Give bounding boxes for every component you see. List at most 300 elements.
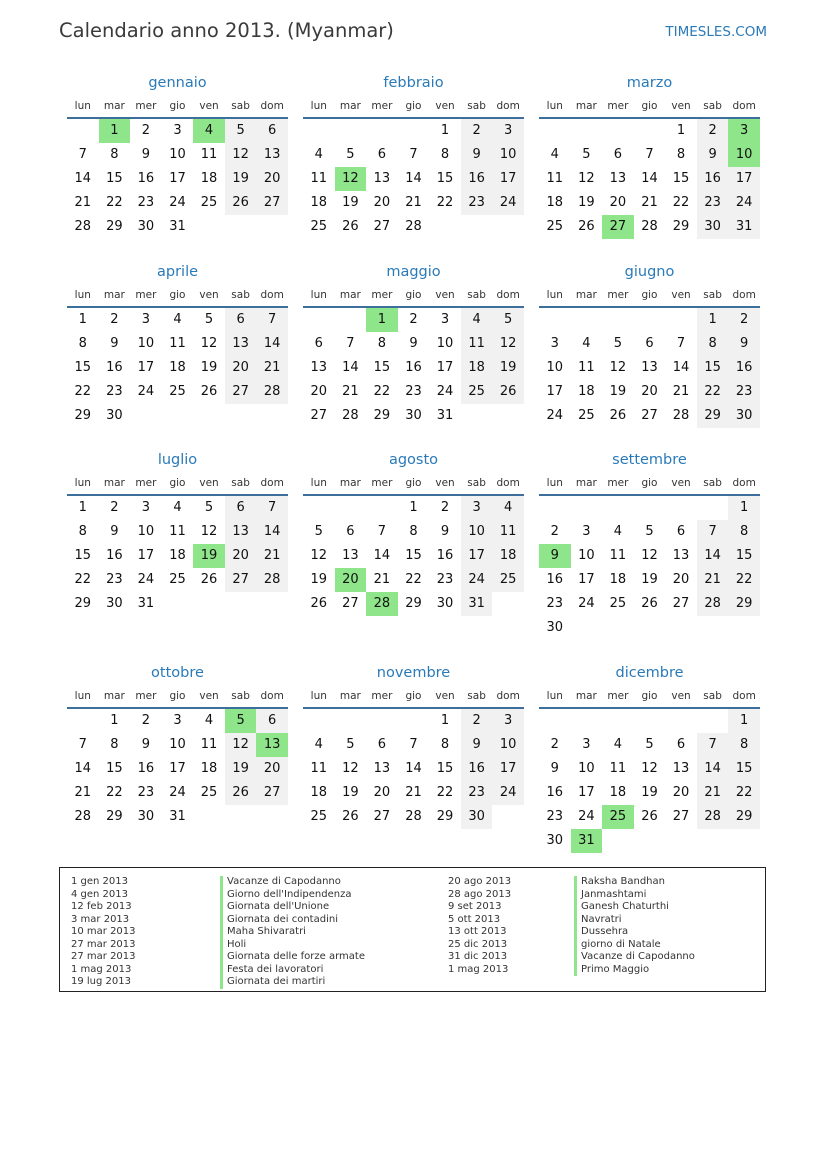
day-cell: 10	[546, 360, 564, 375]
day-cell: 22	[74, 572, 92, 587]
day-cell: 26	[578, 219, 595, 234]
weekday-label: dom	[260, 100, 284, 112]
weekday-label: ven	[671, 477, 691, 489]
day-cell: 15	[74, 548, 92, 563]
legend-date: 1 mag 2013	[448, 963, 509, 975]
weekday-label: mar	[103, 289, 125, 301]
day-cell: 14	[641, 171, 658, 186]
weekday-label: mar	[103, 100, 125, 112]
holiday-legend	[59, 867, 766, 992]
month-gennaio	[67, 72, 288, 239]
day-cell: 3	[582, 524, 591, 539]
empty-cell	[366, 496, 398, 520]
empty-cell	[335, 709, 367, 733]
day-cell: 12	[310, 548, 328, 563]
day-cell: 22	[74, 384, 92, 399]
weekday-label: dom	[496, 289, 520, 301]
day-cell: 25	[200, 785, 218, 800]
day-cell: 2	[141, 713, 151, 728]
weekday-label: ven	[671, 100, 691, 112]
day-cell: 6	[256, 709, 288, 733]
day-cell: 22	[106, 195, 123, 210]
day-cell: 24	[436, 384, 454, 399]
weekday-label: gio	[641, 477, 658, 489]
day-cell: 1	[697, 308, 729, 332]
month-name: giugno	[624, 264, 675, 280]
day-cell: 7	[256, 496, 288, 520]
day-cell: 12	[225, 733, 257, 757]
day-cell: 26	[609, 408, 627, 423]
day-cell: 26	[200, 384, 218, 399]
weekday-label: lun	[74, 100, 91, 112]
day-cell: 25	[169, 572, 186, 587]
day-cell: 18	[546, 195, 564, 210]
day-cell: 12	[641, 761, 658, 776]
day-cell: 27	[373, 219, 391, 234]
day-cell: 5	[645, 737, 654, 752]
weekday-label: mer	[371, 477, 393, 489]
day-cell: 1	[440, 123, 450, 138]
legend-date: 9 set 2013	[448, 901, 502, 912]
day-cell: 26	[225, 191, 257, 215]
day-cell: 26	[342, 219, 359, 234]
day-cell: 6	[377, 737, 387, 752]
weekday-header	[303, 689, 524, 709]
day-cell: 6	[256, 119, 288, 143]
day-cell: 14	[74, 171, 92, 186]
day-cell: 2	[409, 312, 418, 327]
weekday-label: mer	[135, 690, 157, 702]
day-cell: 7	[645, 147, 654, 162]
weekday-label: dom	[260, 477, 284, 489]
day-cell: 22	[697, 380, 729, 404]
weekday-label: ven	[435, 100, 455, 112]
day-cell: 28	[697, 805, 729, 829]
day-cell: 22	[373, 384, 391, 399]
day-cell: 23	[137, 785, 155, 800]
day-cell: 23	[461, 781, 493, 805]
day-cell: 28	[641, 219, 658, 234]
empty-cell	[335, 308, 367, 332]
day-cell: 8	[110, 737, 119, 752]
day-cell: 6	[377, 147, 387, 162]
day-cell: 19	[641, 572, 658, 587]
day-cell: 2	[550, 524, 559, 539]
weekday-label: lun	[310, 690, 327, 702]
day-cell: 29	[373, 408, 391, 423]
day-cell: 20	[672, 572, 690, 587]
day-cell: 25	[578, 408, 595, 423]
weekday-label: mer	[607, 690, 629, 702]
weekday-label: lun	[546, 100, 563, 112]
empty-cell	[539, 119, 571, 143]
day-cell: 16	[461, 757, 493, 781]
legend-holiday-name: Festa dei lavoratori	[220, 964, 365, 977]
empty-cell	[366, 119, 398, 143]
day-cell: 2	[728, 308, 760, 332]
month-luglio	[67, 449, 288, 616]
day-cell: 29	[405, 596, 422, 611]
day-cell: 3	[582, 737, 591, 752]
empty-cell	[634, 308, 666, 332]
weekday-label: gio	[641, 100, 658, 112]
weekday-header	[539, 288, 760, 308]
day-cell: 31	[169, 809, 186, 824]
weekday-header	[67, 288, 288, 308]
day-cell: 27	[256, 781, 288, 805]
weekday-label: sab	[467, 690, 486, 702]
day-cell: 1	[676, 123, 686, 138]
day-grid	[539, 308, 760, 428]
day-cell: 27	[342, 596, 359, 611]
weekday-label: mer	[607, 477, 629, 489]
day-cell: 8	[676, 147, 686, 162]
weekday-label: dom	[732, 477, 756, 489]
month-name: aprile	[156, 264, 199, 280]
empty-cell	[303, 308, 335, 332]
day-cell: 28	[74, 809, 92, 824]
day-cell: 11	[609, 548, 627, 563]
legend-date: 28 ago 2013	[448, 888, 512, 900]
day-cell: 15	[106, 761, 123, 776]
day-cell: 8	[440, 737, 450, 752]
weekday-label: mar	[103, 690, 125, 702]
day-cell: 14	[373, 548, 391, 563]
month-novembre	[303, 662, 524, 829]
weekday-label: gio	[405, 477, 422, 489]
legend-date: 4 gen 2013	[71, 888, 129, 900]
day-cell: 8	[440, 147, 450, 162]
weekday-label: lun	[310, 289, 327, 301]
day-cell: 5	[613, 336, 623, 351]
empty-cell	[539, 496, 571, 520]
day-cell: 31	[169, 219, 186, 234]
day-cell: 16	[546, 572, 564, 587]
day-cell: 1	[409, 500, 418, 515]
weekday-header	[303, 288, 524, 308]
day-cell: 18	[578, 384, 595, 399]
empty-cell	[571, 709, 603, 733]
empty-cell	[665, 496, 697, 520]
legend-date: 13 ott 2013	[448, 926, 507, 937]
weekday-label: gio	[405, 289, 422, 301]
day-cell: 30	[106, 408, 123, 423]
day-grid	[67, 119, 288, 239]
holiday-day-cell: 27	[602, 215, 634, 239]
day-cell: 4	[582, 336, 591, 351]
day-cell: 7	[377, 524, 387, 539]
day-cell: 3	[492, 119, 524, 143]
day-cell: 2	[697, 119, 729, 143]
day-cell: 28	[672, 408, 690, 423]
day-cell: 7	[409, 147, 418, 162]
day-cell: 12	[225, 143, 257, 167]
empty-cell	[634, 119, 666, 143]
day-cell: 27	[310, 408, 328, 423]
day-cell: 16	[106, 548, 123, 563]
day-cell: 2	[141, 123, 151, 138]
day-cell: 20	[641, 384, 658, 399]
day-cell: 16	[546, 785, 564, 800]
day-cell: 24	[169, 785, 186, 800]
empty-cell	[335, 119, 367, 143]
weekday-label: ven	[199, 289, 219, 301]
day-cell: 16	[436, 548, 454, 563]
day-cell: 6	[613, 147, 623, 162]
day-cell: 6	[314, 336, 323, 351]
holiday-day-cell: 5	[225, 709, 257, 733]
legend-date: 5 ott 2013	[448, 913, 501, 925]
day-cell: 30	[546, 833, 564, 848]
day-cell: 1	[440, 713, 450, 728]
day-cell: 9	[550, 761, 559, 776]
day-cell: 17	[137, 548, 155, 563]
day-cell: 30	[697, 215, 729, 239]
day-cell: 30	[137, 219, 155, 234]
day-cell: 20	[609, 195, 627, 210]
day-cell: 11	[200, 737, 218, 752]
day-cell: 24	[169, 195, 186, 210]
day-cell: 4	[314, 737, 323, 752]
day-cell: 21	[697, 568, 729, 592]
day-grid	[67, 496, 288, 616]
day-cell: 11	[310, 171, 328, 186]
weekday-label: mar	[575, 100, 597, 112]
day-cell: 24	[546, 408, 564, 423]
day-cell: 20	[672, 785, 690, 800]
empty-cell	[303, 496, 335, 520]
holiday-day-cell: 1	[366, 308, 398, 332]
weekday-label: mar	[339, 690, 361, 702]
day-cell: 4	[492, 496, 524, 520]
empty-cell	[67, 709, 99, 733]
day-cell: 27	[672, 596, 690, 611]
day-cell: 3	[173, 123, 182, 138]
day-cell: 4	[173, 312, 182, 327]
day-cell: 16	[461, 167, 493, 191]
day-cell: 9	[461, 143, 493, 167]
day-cell: 23	[106, 572, 123, 587]
day-cell: 22	[672, 195, 690, 210]
empty-cell	[398, 709, 430, 733]
day-cell: 2	[440, 500, 450, 515]
legend-holiday-name: Vacanze di Capodanno	[574, 951, 695, 964]
day-cell: 26	[310, 596, 328, 611]
weekday-label: ven	[435, 289, 455, 301]
day-cell: 4	[314, 147, 323, 162]
weekday-label: mar	[339, 477, 361, 489]
month-dicembre	[539, 662, 760, 853]
weekday-label: lun	[546, 690, 563, 702]
day-cell: 18	[310, 195, 328, 210]
month-settembre	[539, 449, 760, 640]
legend-date: 19 lug 2013	[71, 976, 131, 987]
day-cell: 10	[169, 147, 186, 162]
day-cell: 19	[310, 572, 328, 587]
day-cell: 28	[74, 219, 92, 234]
empty-cell	[697, 496, 729, 520]
empty-cell	[335, 496, 367, 520]
day-cell: 26	[225, 781, 257, 805]
day-cell: 18	[169, 548, 186, 563]
day-cell: 11	[546, 171, 564, 186]
weekday-label: gio	[641, 289, 658, 301]
day-cell: 26	[641, 596, 658, 611]
day-cell: 21	[256, 356, 288, 380]
day-cell: 17	[546, 384, 564, 399]
day-cell: 26	[641, 809, 658, 824]
legend-holiday-name: Giornata dell'Unione	[220, 901, 365, 914]
day-cell: 16	[405, 360, 422, 375]
legend-date: 1 mag 2013	[71, 963, 132, 975]
day-cell: 10	[137, 524, 155, 539]
weekday-label: gio	[405, 100, 422, 112]
day-cell: 10	[169, 737, 186, 752]
empty-cell	[665, 308, 697, 332]
empty-cell	[665, 709, 697, 733]
day-cell: 11	[310, 761, 328, 776]
day-cell: 6	[225, 308, 257, 332]
day-cell: 16	[137, 761, 155, 776]
day-cell: 23	[405, 384, 422, 399]
day-cell: 12	[342, 761, 359, 776]
day-cell: 19	[200, 360, 218, 375]
day-cell: 9	[110, 524, 119, 539]
weekday-label: sab	[467, 477, 486, 489]
day-cell: 24	[578, 809, 595, 824]
month-febbraio	[303, 72, 524, 239]
day-cell: 4	[173, 500, 182, 515]
day-cell: 18	[461, 356, 493, 380]
day-grid	[303, 308, 524, 428]
day-cell: 18	[609, 785, 627, 800]
day-cell: 14	[672, 360, 690, 375]
weekday-label: mar	[575, 477, 597, 489]
empty-cell	[602, 119, 634, 143]
empty-cell	[303, 709, 335, 733]
day-cell: 14	[697, 544, 729, 568]
day-grid	[67, 709, 288, 829]
day-cell: 29	[106, 809, 123, 824]
day-grid	[303, 119, 524, 239]
day-cell: 8	[78, 336, 87, 351]
day-cell: 19	[578, 195, 595, 210]
day-cell: 13	[256, 143, 288, 167]
month-giugno	[539, 261, 760, 428]
legend-holiday-name: Vacanze di Capodanno	[220, 876, 365, 889]
day-cell: 27	[256, 191, 288, 215]
day-cell: 2	[110, 312, 119, 327]
day-cell: 6	[346, 524, 355, 539]
weekday-label: sab	[231, 690, 250, 702]
day-cell: 7	[346, 336, 355, 351]
day-cell: 11	[492, 520, 524, 544]
day-cell: 18	[492, 544, 524, 568]
weekday-label: sab	[467, 100, 486, 112]
day-cell: 29	[74, 408, 92, 423]
day-cell: 9	[440, 524, 450, 539]
day-cell: 7	[676, 336, 686, 351]
day-cell: 10	[492, 733, 524, 757]
legend-holiday-name: giorno di Natale	[574, 939, 695, 952]
day-cell: 5	[645, 524, 654, 539]
weekday-label: gio	[641, 690, 658, 702]
legend-date: 25 dic 2013	[448, 938, 508, 950]
month-name: novembre	[376, 665, 451, 681]
weekday-label: dom	[496, 100, 520, 112]
day-cell: 21	[405, 195, 422, 210]
day-cell: 5	[346, 737, 355, 752]
empty-cell	[398, 119, 430, 143]
day-cell: 10	[137, 336, 155, 351]
month-name: luglio	[157, 452, 198, 468]
day-cell: 17	[169, 761, 186, 776]
day-cell: 9	[461, 733, 493, 757]
day-cell: 12	[578, 171, 595, 186]
weekday-label: gio	[169, 100, 186, 112]
day-cell: 21	[672, 384, 690, 399]
day-cell: 13	[672, 761, 690, 776]
empty-cell	[634, 496, 666, 520]
legend-date: 27 mar 2013	[71, 951, 136, 962]
day-cell: 5	[225, 119, 257, 143]
day-cell: 13	[672, 548, 690, 563]
weekday-label: sab	[231, 477, 250, 489]
weekday-label: sab	[467, 289, 486, 301]
day-cell: 11	[578, 360, 595, 375]
day-cell: 20	[310, 384, 328, 399]
month-agosto	[303, 449, 524, 616]
day-cell: 11	[609, 761, 627, 776]
weekday-header	[539, 689, 760, 709]
day-cell: 19	[609, 384, 627, 399]
site-link[interactable]: TIMESLES.COM	[665, 24, 767, 40]
day-cell: 22	[728, 781, 760, 805]
holiday-day-cell: 3	[728, 119, 760, 143]
legend-dates-left	[71, 876, 136, 989]
day-cell: 17	[578, 572, 595, 587]
day-cell: 26	[342, 809, 359, 824]
weekday-header	[303, 476, 524, 496]
day-cell: 28	[342, 408, 359, 423]
weekday-label: mer	[607, 100, 629, 112]
day-cell: 18	[200, 761, 218, 776]
day-cell: 3	[492, 709, 524, 733]
holiday-day-cell: 12	[335, 167, 367, 191]
day-cell: 20	[225, 544, 257, 568]
day-cell: 17	[578, 785, 595, 800]
day-cell: 1	[78, 312, 87, 327]
day-cell: 28	[405, 219, 422, 234]
day-cell: 3	[141, 500, 151, 515]
legend-holiday-name: Ganesh Chaturthi	[574, 901, 695, 914]
legend-holiday-name: Giornata dei martiri	[220, 976, 365, 989]
weekday-label: mer	[135, 477, 157, 489]
day-cell: 31	[461, 592, 493, 616]
weekday-label: mar	[339, 100, 361, 112]
day-cell: 26	[492, 380, 524, 404]
day-cell: 5	[204, 312, 214, 327]
day-cell: 7	[697, 520, 729, 544]
day-cell: 24	[492, 781, 524, 805]
legend-holiday-name: Raksha Bandhan	[574, 876, 695, 889]
day-cell: 19	[641, 785, 658, 800]
day-cell: 13	[373, 761, 391, 776]
legend-date: 31 dic 2013	[448, 951, 508, 962]
day-cell: 1	[728, 496, 760, 520]
day-cell: 5	[346, 147, 355, 162]
day-cell: 6	[676, 524, 686, 539]
